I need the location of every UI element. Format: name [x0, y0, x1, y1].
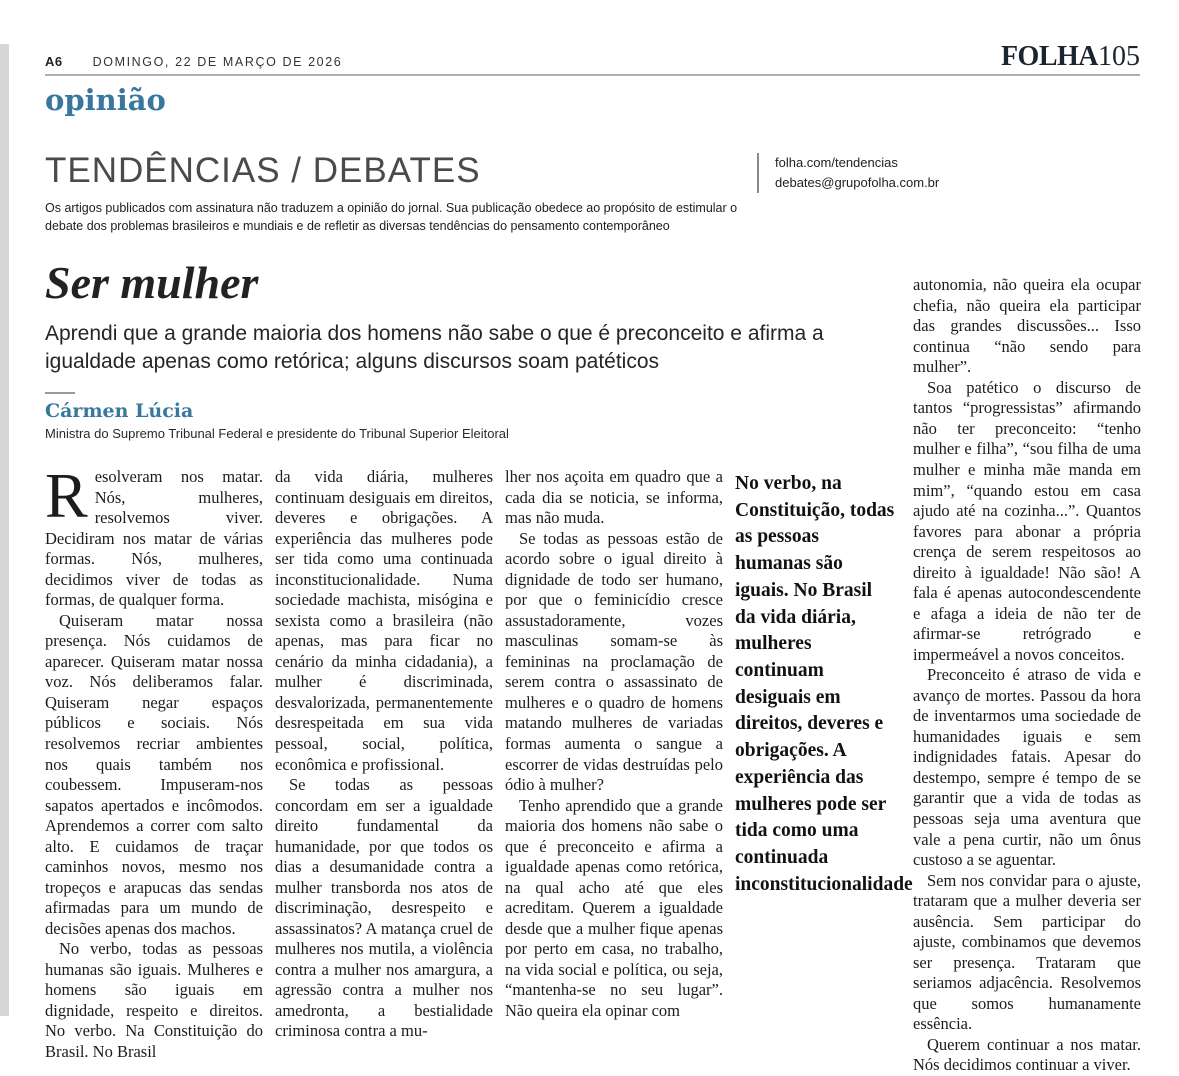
author-divider: [45, 392, 75, 394]
body-paragraph: Se todas as pessoas estão de acordo sobre o igual direito à dignidade de todo ser humano, por que o feminicídio cresce assustadoramente, vozes masculinas somam-se às femininas na proclamação de serem contra o assassinato de mulheres e o quadro de homens matando mulheres de variadas formas aumenta o sangue a escorrer de vidas destruídas pelo ódio à mulher?: [505, 528, 723, 795]
body-paragraph: Querem continuar a nos matar. Nós decidimos continuar a viver.: [913, 1034, 1141, 1075]
body-column-4: [913, 259, 1141, 1076]
tendencias-disclaimer: Os artigos publicados com assinatura não traduzem a opinião do jornal. Sua publicação obedece ao propósito de estimular o debate dos problemas brasileiros e mundiais e de refletir as diversas tendências do pensamento contemporâneo: [45, 201, 738, 233]
author-role: Ministra do Supremo Tribunal Federal e presidente do Tribunal Superior Eleitoral: [45, 426, 509, 442]
body-paragraph: autonomia, não queira ela ocupar chefia, não queira ela participar das grandes discussões... Isso continua “não sendo para mulher”.: [913, 275, 1141, 377]
body-columns: [45, 460, 913, 1062]
tendencias-email: debates@grupofolha.com.br: [775, 175, 940, 191]
section-title: opinião: [45, 83, 166, 118]
page-header: [45, 41, 1140, 76]
body-paragraph: Sem nos convidar para o ajuste, trataram que a mulher deveria ser ausência. Sem participar do ajuste, combinamos que devemos ser presença. Trataram que seriamos adjacência. Resolvemos que somos humanamente essência.: [913, 870, 1141, 1034]
page-number: A6: [45, 54, 63, 70]
body-paragraph: Preconceito é atraso de vida e avanço de mortes. Passou da hora de inventarmos uma sociedade de humanidades iguais e sem indignidades fatais. Apesar do destempo, sempre é tempo de se garantir que a vida de todas as pessoas seja uma aventura que vale a pena curtir, não um ônus custoso a se aguentar.: [913, 665, 1141, 870]
body-column-2: [275, 467, 493, 1062]
newspaper-page: [0, 41, 1179, 1075]
drop-cap: R: [45, 460, 88, 532]
tendencias-url: folha.com/tendencias: [775, 155, 898, 171]
page-date: DOMINGO, 22 DE MARÇO DE 2026: [92, 55, 343, 70]
logo-number: 105: [1098, 41, 1140, 72]
article-title: Ser mulher: [45, 257, 259, 309]
body-paragraph: Resolveram nos matar. Nós, mulheres, resolvemos viver. Decidiram nos matar de várias formas. Nós, mulheres, decidimos viver de todas as formas, de qualquer forma.: [45, 460, 263, 610]
article-main: [45, 257, 913, 1076]
pull-quote: No verbo, na Constituição, todas as pessoas humanas são iguais. No Brasil da vida diária, mulheres continuam desiguais em direitos, deveres e obrigações. A experiência das mulheres pode ser tida como uma continuada inconstitucionalidade: [735, 473, 913, 895]
body-column-1: [45, 460, 263, 1062]
article: [45, 259, 1140, 1076]
logo-text: FOLHA: [1000, 41, 1098, 72]
tendencias-contact: [757, 153, 939, 193]
page-scan-edge: [0, 44, 9, 1016]
article-subtitle: Aprendi que a grande maioria dos homens não sabe o que é preconceito e afirma a igualdade apenas como retórica; alguns discursos soam patéticos: [45, 322, 824, 373]
body-paragraph: No verbo, todas as pessoas humanas são iguais. Mulheres e homens são iguais em dignidade, respeito e direitos. No verbo. Na Constituição do Brasil. No Brasil: [45, 939, 263, 1061]
body-paragraph: Tenho aprendido que a grande maioria dos homens não sabe o que é preconceito e afirma a igualdade apenas como retórica, na qual acho até que eles acreditam. Querem a igualdade desde que a mulher fique apenas por perto em casa, no trabalho, na vida social e política, ou seja, “mantenha-se no seu lugar”. Não queira ela opinar com: [505, 795, 723, 1020]
body-paragraph: da vida diária, mulheres continuam desiguais em direitos, deveres e obrigações. A experiência das mulheres pode ser tida como uma continuada inconstitucionalidade. Numa sociedade machista, misógina e sexista como a brasileira (não apenas, mas para ficar no cenário da minha cidadania), a mulher é discriminada, desvalorizada, permanentemente desrespeitada em sua vida pessoal, social, política, econômica e profissional.: [275, 467, 493, 774]
body-paragraph: Se todas as pessoas concordam em ser a igualdade direito fundamental da humanidade, por que todos os dias a desumanidade contra a mulher transborda nos atos de discriminação, desrespeito e assassinatos? A matança cruel de mulheres nos mutila, a violência contra a mulher nos amargura, a agressão contra a mulher nos amedronta, a bestialidade criminosa contra a mu-: [275, 775, 493, 1041]
tendencias-header: [45, 151, 1140, 191]
body-paragraph: lher nos açoita em quadro que a cada dia se noticia, se informa, mas não muda.: [505, 467, 723, 528]
pull-quote-column: [735, 467, 913, 1062]
body-paragraph: Soa patético o discurso de tantos “progressistas” afirmando não ter preconceito: “tenho mulher e filha”, “sou filha de uma mulher e minha mãe manda em mim”, “quando estou em casa ajudo até na cozinha...”. Quantos favores para abonar a própria crença de serem respeitosos ao direito à igualdade! Não são! A fala é apenas autocondescendente e afaga a ideia de não ter de afirmar-se retrógrado e impermeável a novos conceitos.: [913, 377, 1141, 664]
author-name: Cármen Lúcia: [45, 400, 194, 423]
body-column-3: [505, 467, 723, 1062]
tendencias-title: TENDÊNCIAS / DEBATES: [45, 151, 481, 191]
folha-logo: [1000, 41, 1140, 72]
body-paragraph: Quiseram matar nossa presença. Nós cuidamos de aparecer. Quiseram matar nossa voz. Nós deliberamos falar. Quiseram negar espaços públicos e sociais. Nós resolvemos recriar ambientes nos quais também nos coubessem. Impuseram-nos sapatos apertados e incômodos. Aprendemos a correr com salto alto. E cuidamos de traçar caminhos novos, mesmo nos tropeços e arapucas das sendas afirmadas para um mundo de decisões apenas dos machos.: [45, 610, 263, 938]
